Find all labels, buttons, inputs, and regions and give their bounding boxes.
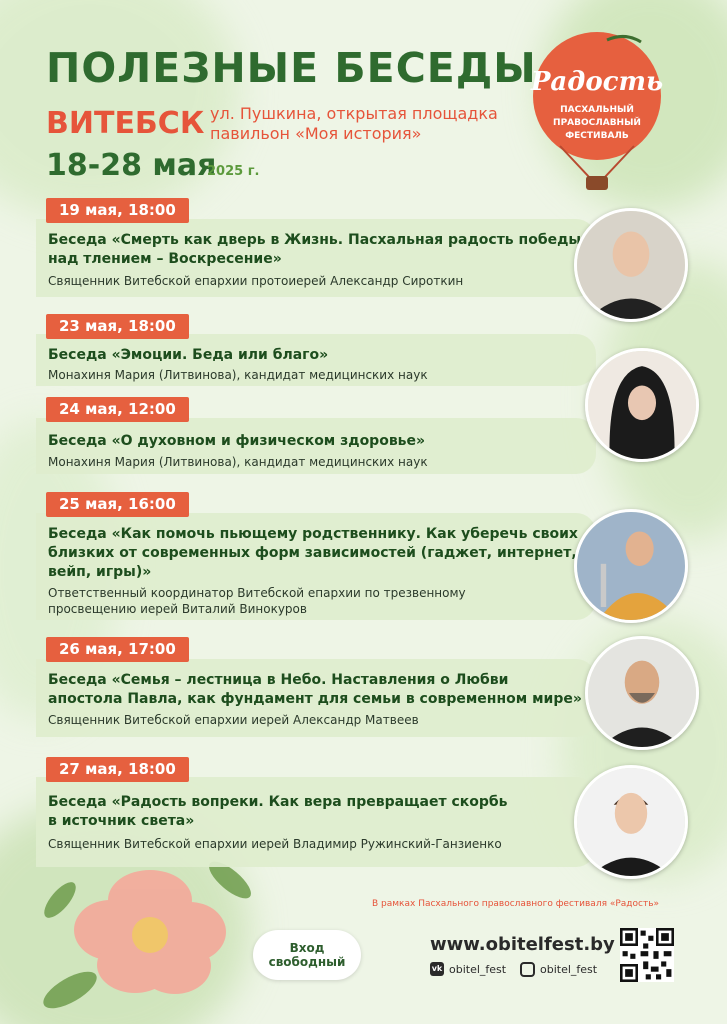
speaker-photo-3	[574, 509, 688, 623]
venue-line-2: павильон «Моя история»	[210, 124, 422, 143]
event-date-badge: 25 мая, 16:00	[46, 492, 189, 517]
city-name: ВИТЕБСК	[46, 106, 205, 141]
event-speaker-line: просвещению иерей Виталий Винокуров	[48, 602, 307, 616]
event-card-2	[36, 334, 596, 386]
speaker-photo-4	[585, 636, 699, 750]
event-title-line: Беседа «Смерть как дверь в Жизнь. Пасхальная радость победы	[48, 232, 582, 248]
event-title-line: Беседа «Как помочь пьющему родственнику. Как уберечь своих	[48, 526, 578, 542]
event-card-4	[36, 513, 596, 620]
event-title: Беседа «Эмоции. Беда или благо»	[48, 347, 329, 363]
event-speaker: Священник Витебской епархии иерей Александр Матвеев	[48, 713, 419, 727]
event-title: Беседа «О духовном и физическом здоровье»	[48, 433, 426, 449]
event-title-line: апостола Павла, как фундамент для семьи в современном мире»	[48, 691, 582, 707]
festival-logo	[512, 28, 682, 198]
event-date-badge: 24 мая, 12:00	[46, 397, 189, 422]
speaker-photo-5	[574, 765, 688, 879]
instagram-icon	[520, 962, 535, 977]
event-date-badge: 23 мая, 18:00	[46, 314, 189, 339]
free-entry-line-1: Вход	[289, 941, 325, 955]
event-title-line: Беседа «Семья – лестница в Небо. Наставления о Любви	[48, 672, 509, 688]
event-card-1	[36, 219, 596, 297]
vk-handle: obitel_fest	[449, 962, 507, 976]
venue-address	[210, 104, 498, 144]
speaker-photo-2	[585, 348, 699, 462]
event-speaker-line: Ответственный координатор Витебской епархии по трезвенному	[48, 586, 466, 600]
page-title: ПОЛЕЗНЫЕ БЕСЕДЫ	[46, 44, 537, 92]
speaker-photo-1	[574, 208, 688, 322]
event-title-line: в источник света»	[48, 813, 195, 829]
event-year: 2025 г.	[207, 164, 260, 179]
event-card-5	[36, 659, 596, 737]
logo-line-1: ПАСХАЛЬНЫЙ	[560, 105, 634, 115]
event-speaker: Священник Витебской епархии иерей Владимир Ружинский-Ганзиенко	[48, 837, 502, 851]
event-title-line: вейп, игры)»	[48, 564, 152, 580]
instagram-handle: obitel_fest	[540, 963, 598, 976]
venue-line-1: ул. Пушкина, открытая площадка	[210, 104, 498, 123]
event-title	[48, 525, 578, 582]
event-date-badge: 27 мая, 18:00	[46, 757, 189, 782]
event-speaker: Монахиня Мария (Литвинова), кандидат медицинских наук	[48, 455, 428, 469]
event-card-3	[36, 418, 596, 474]
event-title-line: над тлением – Воскресение»	[48, 251, 282, 267]
event-date-badge: 26 мая, 17:00	[46, 637, 189, 662]
qr-code[interactable]	[620, 928, 674, 982]
event-speaker: Монахиня Мария (Литвинова), кандидат медицинских наук	[48, 368, 428, 382]
flower-decoration	[40, 840, 260, 1024]
event-title	[48, 793, 508, 831]
logo-line-2: ПРАВОСЛАВНЫЙ	[553, 118, 641, 128]
event-title	[48, 231, 581, 269]
event-card-6	[36, 777, 596, 867]
vk-icon: vk	[430, 962, 444, 976]
instagram-link[interactable]	[520, 962, 597, 977]
logo-line-3: ФЕСТИВАЛЬ	[565, 131, 629, 141]
event-date-badge: 19 мая, 18:00	[46, 198, 189, 223]
event-title	[48, 671, 582, 709]
event-speaker	[48, 585, 466, 617]
event-title-line: близких от современных форм зависимостей (гаджет, интернет,	[48, 545, 577, 561]
festival-note: В рамках Пасхального православного фестиваля «Радость»	[372, 899, 660, 909]
event-speaker: Священник Витебской епархии протоиерей Александр Сироткин	[48, 274, 464, 288]
event-title-line: Беседа «Радость вопреки. Как вера превращает скорбь	[48, 794, 508, 810]
vk-link[interactable]	[430, 962, 506, 976]
logo-word: Радость	[530, 67, 664, 97]
free-entry-line-2: свободный	[268, 955, 346, 969]
event-dates: 18-28 мая	[46, 148, 217, 183]
free-entry-badge	[253, 930, 361, 980]
website-link[interactable]: www.obitelfest.by	[430, 934, 615, 955]
